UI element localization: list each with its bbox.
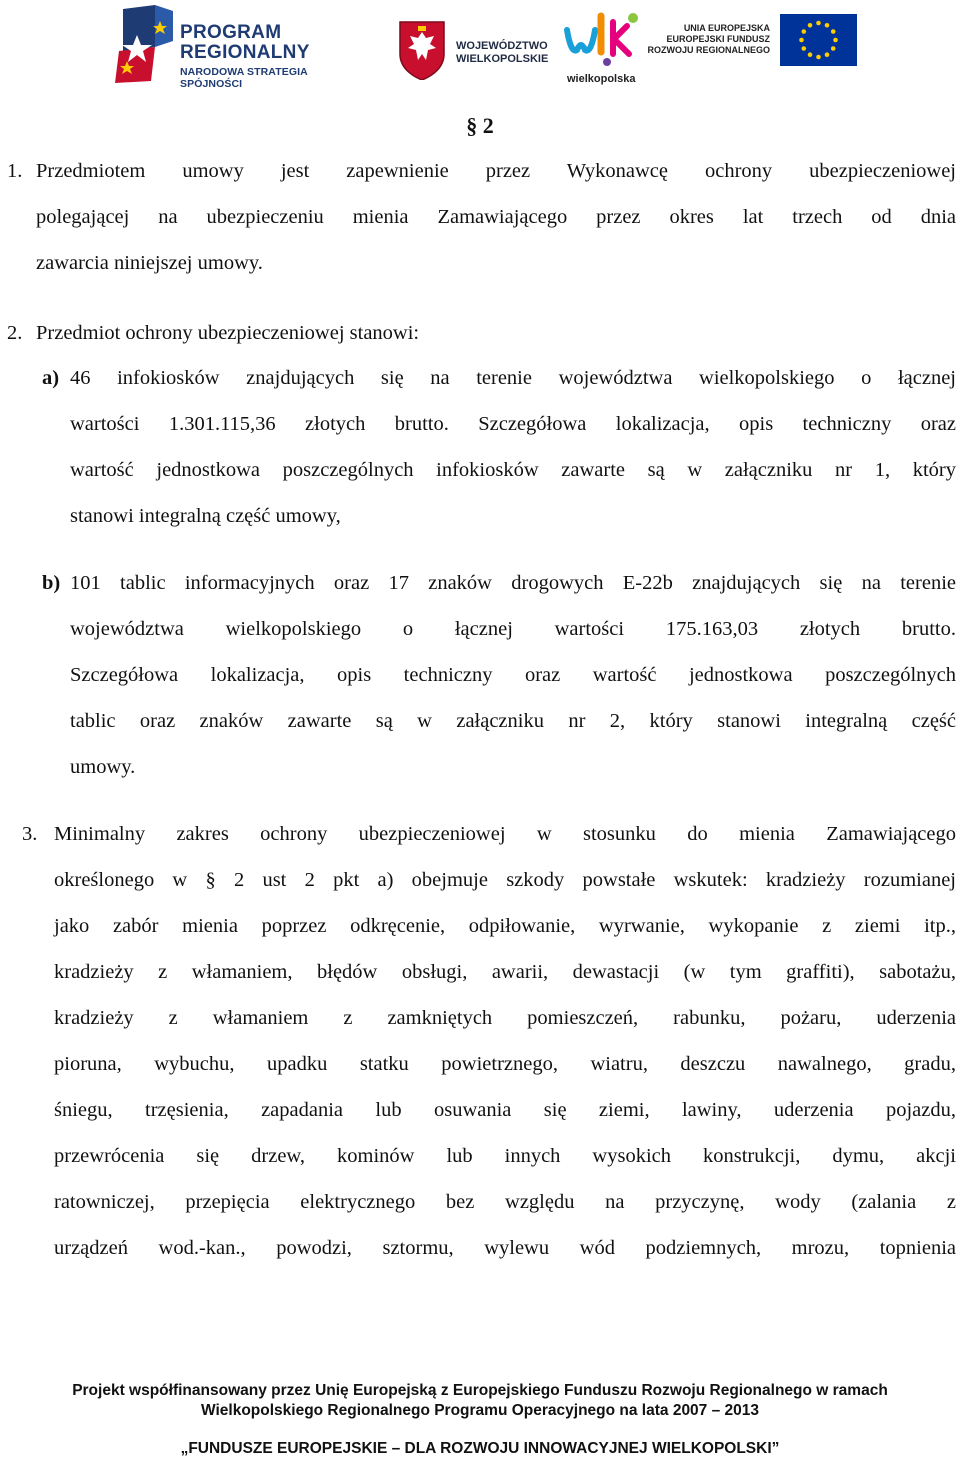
- wojewodztwo-line2: WIELKOPOLSKIE: [456, 53, 549, 65]
- eu-flag-icon: [780, 14, 857, 66]
- item2-number: 2.: [7, 322, 23, 344]
- program-regionalny-line3: NARODOWA STRATEGIA SPÓJNOŚCI: [180, 66, 308, 90]
- item3-number: 3.: [22, 823, 38, 845]
- star-flag-icon: [115, 5, 177, 83]
- unia-line2: EUROPEJSKI FUNDUSZ: [666, 34, 770, 44]
- item2b-line: województwa wielkopolskiego o łącznej wartości 175.163,03 złotych brutto.: [70, 618, 956, 640]
- item3-line: urządzeń wod.-kan., powodzi, sztormu, wylewu wód podziemnych, mrozu, topnienia: [54, 1237, 956, 1259]
- item2a-line: wartość jednostkowa poszczególnych infokiosków zawarte są w załączniku nr 1, który: [70, 459, 956, 481]
- footer-line1: Projekt współfinansowany przez Unię Europejską z Europejskiego Funduszu Rozwoju Regionalnego w ramach: [72, 1382, 888, 1399]
- item2b-line: 101 tablic informacyjnych oraz 17 znaków drogowych E-22b znajdujących się na terenie: [70, 572, 956, 594]
- item1-line: zawarcia niniejszej umowy.: [36, 252, 263, 274]
- item2a-text: [70, 355, 956, 539]
- item2b-line: tablic oraz znaków zawarte są w załączniku nr 2, który stanowi integralną część: [70, 710, 956, 732]
- item3-line: Minimalny zakres ochrony ubezpieczeniowej w stosunku do mienia Zamawiającego: [54, 823, 956, 845]
- item2b-text: [70, 560, 956, 790]
- item2-line: Przedmiot ochrony ubezpieczeniowej stanowi:: [36, 322, 420, 344]
- item3-line: kradzieży z włamaniem z zamkniętych pomieszczeń, rabunku, pożaru, uderzenia: [54, 1007, 956, 1029]
- item2b-label: b): [42, 572, 61, 594]
- section-heading: § 2: [466, 113, 494, 138]
- item2b-line: Szczegółowa lokalizacja, opis techniczny oraz wartość jednostkowa poszczególnych: [70, 664, 956, 686]
- item3-line: jako zabór mienia poprzez odkręcenie, odpiłowanie, wyrwanie, wykopanie z ziemi itp.,: [54, 915, 956, 937]
- item3-line: przewrócenia się drzew, kominów lub innych wysokich konstrukcji, dymu, akcji: [54, 1145, 956, 1167]
- item1-line: Przedmiotem umowy jest zapewnienie przez Wykonawcę ochrony ubezpieczeniowej: [36, 160, 956, 182]
- item2b-line: umowy.: [70, 756, 136, 778]
- wlkp-letters-icon: [563, 10, 643, 72]
- item1-line: polegającej na ubezpieczeniu mienia Zamawiającego przez okres lat trzech od dnia: [36, 206, 956, 228]
- footer-line3: „FUNDUSZE EUROPEJSKIE – DLA ROZWOJU INNOWACYJNEJ WIELKOPOLSKI”: [180, 1440, 780, 1457]
- program-regionalny-line2: REGIONALNY: [180, 42, 310, 63]
- unia-line1: UNIA EUROPEJSKA: [683, 23, 770, 33]
- item2a-line: wartości 1.301.115,36 złotych brutto. Szczegółowa lokalizacja, opis techniczny oraz: [70, 413, 956, 435]
- item3-line: śniegu, trzęsienia, zapadania lub osuwania się ziemi, lawiny, uderzenia pojazdu,: [54, 1099, 956, 1121]
- item3-text: [54, 811, 956, 1271]
- item3-line: pioruna, wybuchu, upadku statku powietrznego, wiatru, deszczu nawalnego, gradu,: [54, 1053, 956, 1075]
- program-regionalny-line1: PROGRAM: [180, 22, 282, 43]
- item2-text: [36, 310, 956, 356]
- item2a-label: a): [42, 367, 60, 389]
- wojewodztwo-logo: [396, 18, 549, 80]
- header-logos: [0, 0, 960, 95]
- eagle-crest-icon: [396, 18, 448, 80]
- wielkopolska-logo: [563, 10, 643, 90]
- item2a-line: 46 infokiosków znajdujących się na terenie województwa wielkopolskiego o łącznej: [70, 367, 956, 389]
- footer-line2: Wielkopolskiego Regionalnego Programu Operacyjnego na lata 2007 – 2013: [200, 1402, 760, 1419]
- wojewodztwo-line1: WOJEWÓDZTWO: [456, 40, 548, 52]
- unia-line3: ROZWOJU REGIONALNEGO: [647, 45, 770, 55]
- item2a-line: stanowi integralną część umowy,: [70, 505, 341, 527]
- unia-europejska-logo: [642, 14, 857, 66]
- item1-text: [36, 148, 956, 286]
- item1-number: 1.: [7, 160, 23, 182]
- wielkopolska-text: wielkopolska: [567, 73, 636, 85]
- program-regionalny-logo: [115, 5, 360, 90]
- item3-line: określonego w § 2 ust 2 pkt a) obejmuje szkody powstałe wskutek: kradzieży rozumianej: [54, 869, 956, 891]
- item3-line: ratowniczej, przepięcia elektrycznego bez względu na przyczynę, wody (zalania z: [54, 1191, 956, 1213]
- item3-line: kradzieży z włamaniem, błędów obsługi, awarii, dewastacji (w tym graffiti), sabotażu,: [54, 961, 956, 983]
